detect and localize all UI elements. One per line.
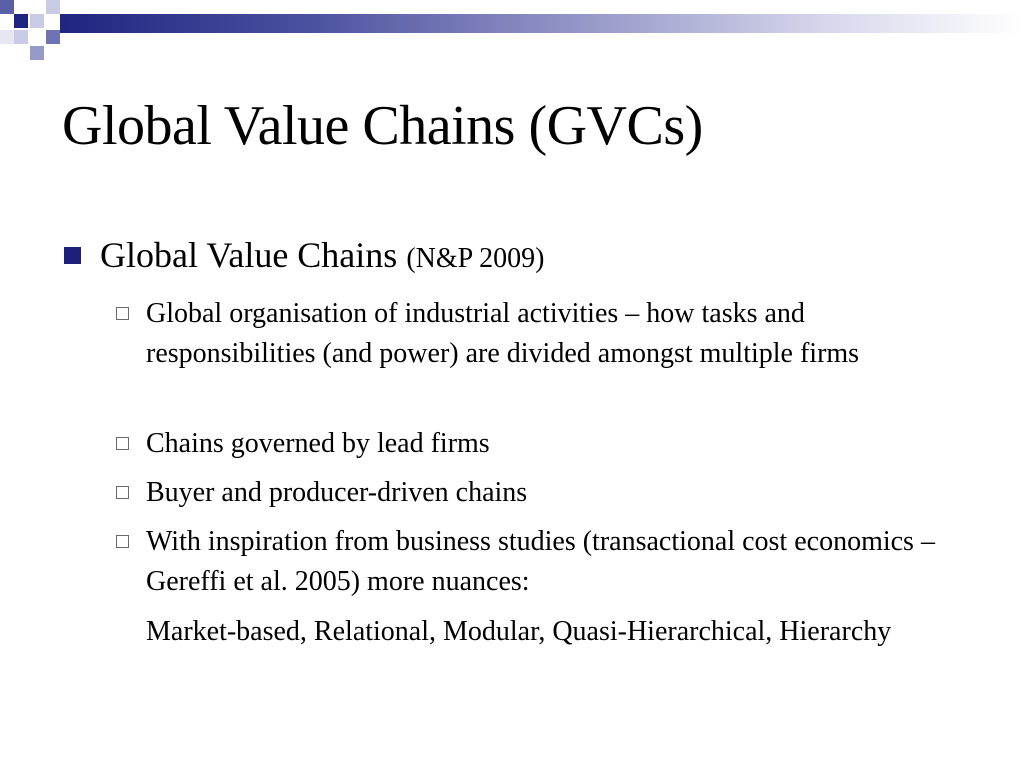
sub-bullet bbox=[112, 294, 972, 374]
main-bullet-citation: (N&P 2009) bbox=[406, 243, 545, 274]
header-square bbox=[30, 46, 44, 60]
sub-bullet-text: With inspiration from business studies (transactional cost economics – Gereffi et al. 2005) more nuances: bbox=[146, 526, 935, 597]
sub-bullet-continuation bbox=[112, 612, 972, 652]
header-square bbox=[0, 30, 14, 44]
header-square bbox=[46, 30, 60, 44]
checkbox-bullet-icon bbox=[116, 307, 129, 320]
sub-bullet-text: Global organisation of industrial activities – how tasks and responsibilities (and power) are divided amongst multiple firms bbox=[146, 298, 860, 369]
header-gradient-bar bbox=[60, 14, 1024, 33]
header-square bbox=[14, 30, 28, 44]
header-square bbox=[46, 0, 60, 14]
square-bullet-icon bbox=[64, 247, 81, 264]
checkbox-bullet-icon bbox=[116, 535, 129, 548]
sub-bullet bbox=[112, 522, 972, 602]
checkbox-bullet-icon bbox=[116, 486, 129, 499]
continuation-text: Market-based, Relational, Modular, Quasi-Hierarchical, Hierarchy bbox=[146, 616, 892, 647]
sub-bullet bbox=[112, 473, 972, 513]
header-square bbox=[14, 14, 28, 28]
slide-title: Global Value Chains (GVCs) bbox=[62, 95, 703, 157]
checkbox-bullet-icon bbox=[116, 437, 129, 450]
main-bullet-label: Global Value Chains bbox=[100, 235, 398, 275]
sub-bullet-text: Chains governed by lead firms bbox=[146, 428, 490, 459]
sub-bullet-text: Buyer and producer-driven chains bbox=[146, 477, 528, 508]
header-square bbox=[0, 0, 14, 14]
main-bullet bbox=[64, 234, 545, 277]
header-square bbox=[30, 14, 44, 28]
sub-bullet bbox=[112, 424, 972, 464]
